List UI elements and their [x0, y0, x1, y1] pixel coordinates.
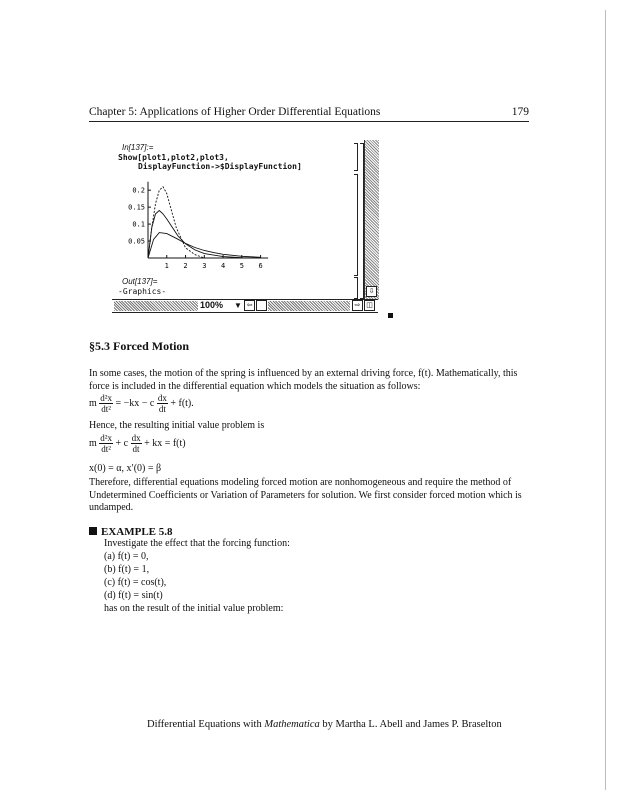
- scroll-left-arrow-icon[interactable]: ⇦: [244, 300, 255, 311]
- eq2-den2: dt: [132, 444, 140, 454]
- example-item-c: (c) f(t) = cos(t),: [104, 577, 167, 588]
- footer-text-before: Differential Equations with: [147, 719, 265, 730]
- x-tick-label: 2: [183, 262, 188, 270]
- footer-italic-title: Mathematica: [264, 719, 320, 730]
- footer-text-after: by Martha L. Abell and James P. Braselton: [319, 719, 502, 730]
- window-grow-box-icon[interactable]: ◫: [364, 300, 375, 311]
- chapter-title: Chapter 5: Applications of Higher Order Differential Equations: [89, 106, 381, 118]
- hence-text: Hence, the resulting initial value problem is: [89, 420, 265, 431]
- scroll-thumb[interactable]: [256, 300, 267, 311]
- eq1-mass: m: [89, 397, 97, 409]
- eq2-num1: d²x: [100, 433, 112, 443]
- scroll-right-arrow-icon[interactable]: ⇨: [352, 300, 363, 311]
- plot-series: [148, 187, 261, 258]
- scroll-down-arrow-icon[interactable]: ⇩: [366, 286, 377, 297]
- example-item-b: (b) f(t) = 1,: [104, 564, 150, 575]
- output-label: Out[137]=: [122, 277, 158, 286]
- output-value: -Graphics-: [118, 287, 167, 296]
- example-item-a: (a) f(t) = 0,: [104, 551, 149, 562]
- eq2-mass: m: [89, 437, 97, 449]
- y-tick-label: 0.2: [132, 186, 145, 195]
- input-cell-bracket[interactable]: [354, 143, 358, 171]
- y-tick-label: 0.1: [132, 220, 145, 229]
- paragraph-1: In some cases, the motion of the spring is influenced by an external driving force, f(t). Mathematically, this force is included in the differential equation which models the situation as follows:: [89, 368, 518, 392]
- eq1-den1: dt²: [101, 404, 111, 414]
- page-number: 179: [511, 106, 529, 118]
- scroll-track-left[interactable]: [114, 301, 198, 311]
- initial-conditions: x(0) = α, x′(0) = β: [89, 463, 162, 474]
- x-tick-label: 4: [220, 262, 226, 270]
- notebook-window: [112, 140, 378, 312]
- x-tick-label: 3: [202, 262, 207, 270]
- page-edge-line: [605, 10, 606, 790]
- paragraph-2: Therefore, differential equations modeling forced motion are nonhomogeneous and require the method of Undetermined Coefficients or Variation of Parameters for solution. We first consider forced motion which is undamped.: [89, 477, 522, 513]
- horizontal-scrollbar[interactable]: [112, 299, 378, 313]
- equation-2: [89, 433, 186, 454]
- example-title: EXAMPLE 5.8: [101, 526, 173, 538]
- eq2-num2: dx: [131, 433, 141, 443]
- bullet-square-icon: [89, 527, 97, 535]
- zoom-level[interactable]: 100%: [200, 300, 224, 310]
- output-cell-bracket[interactable]: [354, 277, 358, 299]
- y-tick-label: 0.05: [128, 237, 145, 246]
- eq1-num1: d²x: [100, 393, 112, 403]
- y-tick-label: 0.15: [128, 203, 145, 212]
- eq2-mid: + c: [115, 437, 129, 449]
- series-line-plot3: [148, 233, 261, 258]
- eq1-mid: = −kx − c: [115, 397, 155, 409]
- eq1-num2: dx: [157, 393, 167, 403]
- running-header: [89, 106, 529, 118]
- plot-graphic: [112, 174, 282, 272]
- eq2-den1: dt²: [101, 444, 111, 454]
- vertical-scrollbar[interactable]: [364, 140, 379, 300]
- graphics-cell-bracket[interactable]: [354, 174, 358, 276]
- running-footer: [147, 719, 502, 730]
- example-heading: [89, 526, 173, 538]
- x-tick-label: 5: [239, 262, 244, 270]
- scroll-track-right[interactable]: [268, 301, 350, 311]
- example-outro: has on the result of the initial value problem:: [104, 603, 284, 614]
- cell-end-marker: [388, 313, 393, 318]
- input-label: In[137]:=: [122, 143, 154, 152]
- eq1-tail: + f(t).: [170, 397, 194, 409]
- eq2-tail: + kx = f(t): [144, 437, 186, 449]
- example-item-d: (d) f(t) = sin(t): [104, 590, 163, 601]
- section-title: §5.3 Forced Motion: [89, 339, 190, 353]
- x-tick-label: 1: [164, 262, 169, 270]
- header-rule: [89, 121, 529, 122]
- equation-1: [89, 393, 194, 414]
- eq1-den2: dt: [158, 404, 166, 414]
- series-line-plot1: [148, 187, 261, 258]
- x-tick-label: 6: [258, 262, 263, 270]
- example-intro: Investigate the effect that the forcing function:: [104, 538, 290, 549]
- code-line-2[interactable]: DisplayFunction->$DisplayFunction]: [138, 162, 302, 171]
- code-line-1[interactable]: Show[plot1,plot2,plot3,: [118, 153, 229, 162]
- zoom-dropdown-icon[interactable]: ▼: [234, 301, 242, 310]
